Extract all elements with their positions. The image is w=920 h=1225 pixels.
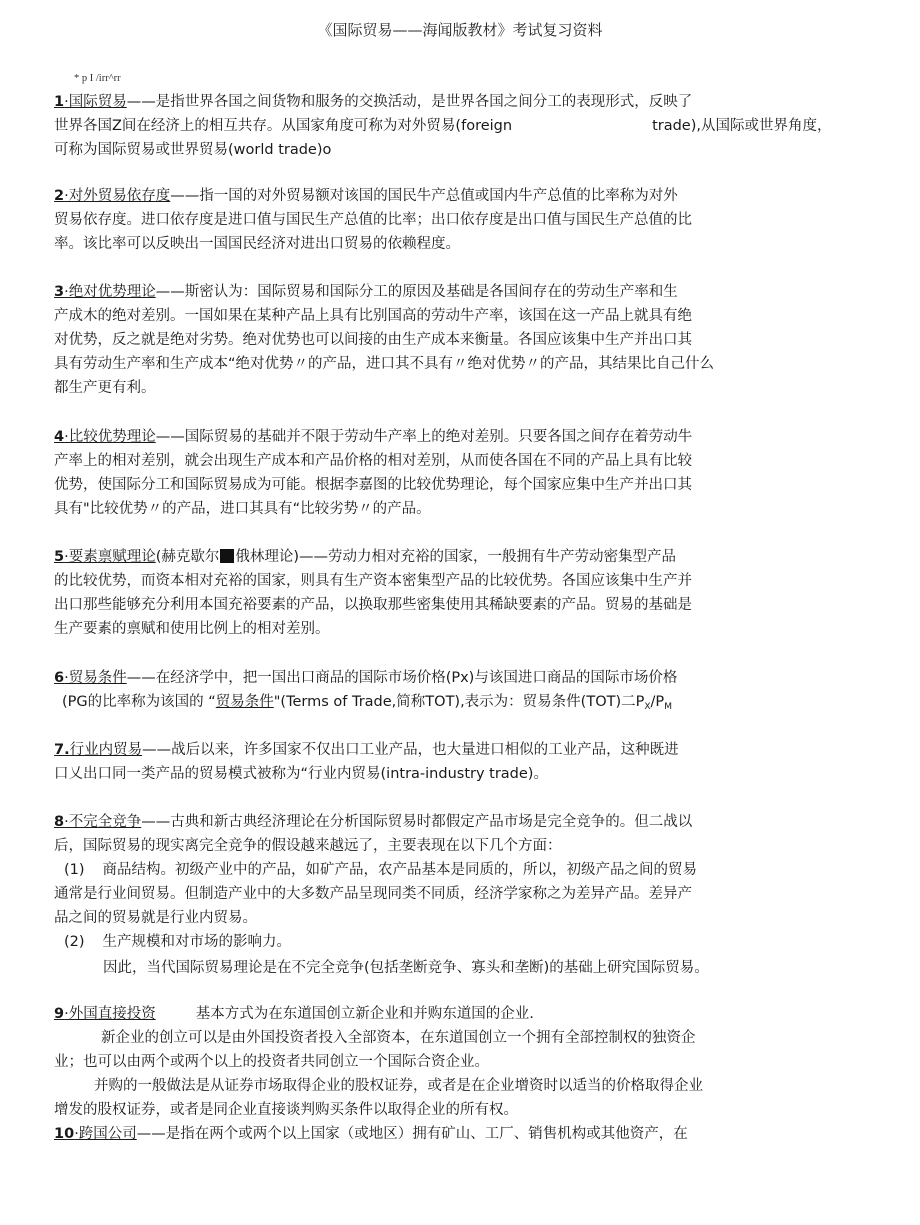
section-4-line-4: 具有"比较优势〃的产品，进口其具有“比较劣势〃的产品。 — [54, 501, 431, 517]
section-8-conclusion: 因此，当代国际贸易理论是在不完全竞争(包括垄断竞争、寡头和垄断)的基础上研究国际贸易。 — [103, 960, 709, 976]
section-4-number: 4 — [54, 429, 65, 445]
section-3-line-4: 具有劳动生产率和生产成本“绝对优势〃的产品，进口其不具有〃绝对优势〃的产品，其结果比自己什么 — [54, 356, 715, 372]
section-8-term: ·不完全竞争 — [64, 814, 142, 830]
section-6-text: 在经济学中，把一国出口商品的国际市场价格(Px)与该国进口商品的国际市场价格 — [155, 670, 678, 686]
subscript-m: M — [664, 702, 672, 712]
section-3-line-5: 都生产更有利。 — [54, 380, 156, 396]
subscript-x: X — [644, 702, 651, 712]
section-2-line-1 — [54, 186, 678, 206]
section-8-point-1 — [64, 860, 697, 880]
section-4-line-1 — [54, 427, 692, 447]
section-8-text: 商品结构。初级产业中的产品，如矿产品，农产品基本是同质的，所以，初级产品之间的贸易 — [102, 862, 698, 878]
section-10-term: ·跨国公司 — [74, 1126, 137, 1142]
section-8-line-1 — [54, 812, 692, 832]
section-8-text: 生产规模和对市场的影响力。 — [102, 934, 292, 950]
section-3-term: ·绝对优势理论 — [64, 284, 156, 300]
section-6-text: /P — [650, 694, 665, 710]
section-8-text: 古典和新古典经济理论在分析国际贸易时都假定产品市场是完全竞争的。但二战以 — [170, 814, 693, 830]
dash-separator: —— — [155, 429, 185, 445]
section-7-line-2: 口乂出口同一类产品的贸易模式被称为“行业内贸易(intra-industry trade)。 — [54, 766, 548, 782]
section-4-term: ·比较优势理论 — [64, 429, 156, 445]
list-label: (2) — [64, 934, 85, 950]
section-9-text: 基本方式为在东道国创立新企业和并购东道国的企业. — [195, 1006, 534, 1022]
section-9-line-3: 业；也可以由两个或两个以上的投资者共同创立一个国际合资企业。 — [54, 1054, 489, 1070]
list-label: (1) — [64, 862, 85, 878]
dash-separator: —— — [142, 742, 172, 758]
section-5-line-1 — [54, 547, 676, 567]
page-title: 《国际贸易——海闻版教材》考试复习资料 — [317, 21, 603, 39]
section-2-term: ·对外贸易依存度 — [64, 188, 171, 204]
section-3-line-2: 产成木的绝对差别。一国如果在某种产品上具有比别国高的劳动牛产率，该国在这一产品上就具有绝 — [54, 308, 692, 324]
section-6-term: ·贸易条件 — [64, 670, 127, 686]
section-7-term: 行业内贸易 — [69, 742, 143, 758]
section-1-line-1 — [54, 92, 692, 112]
dash-separator: —— — [141, 814, 171, 830]
section-4-line-2: 产率上的相对差别，就会出现生产成本和产品价格的相对差别，从而使各国在不同的产品上具有比较 — [54, 453, 692, 469]
section-1-term: ·国际贸易 — [64, 94, 127, 110]
section-6-number: 6 — [54, 670, 65, 686]
section-7-line-1 — [54, 740, 679, 760]
section-6-line-1 — [54, 668, 677, 688]
section-5-paren: 俄林理论) — [235, 549, 300, 565]
section-9-line-2: 新企业的创立可以是由外国投资者投入全部资本，在东道国创立一个拥有全部控制权的独资企 — [101, 1030, 696, 1046]
section-9-line-5: 增发的股权证券，或者是同企业直接谈判购买条件以取得企业的所有权。 — [54, 1102, 518, 1118]
dash-separator: —— — [136, 1126, 166, 1142]
section-1-line-2 — [54, 116, 832, 136]
section-4-line-3: 优势，使国际分工和国际贸易成为可能。根据李嘉图的比较优势理论，每个国家应集中生产并出口其 — [54, 477, 692, 493]
section-5-line-3: 出口那些能够充分利用本国充裕要素的产品，以换取那些密集使用其稀缺要素的产品。贸易的基础是 — [54, 597, 692, 613]
section-8-point-1-line-2: 通常是行业间贸易。但制造产业中的大多数产品呈现同类不同质，经济学家称之为差异产品。差异产 — [54, 886, 692, 902]
section-5-paren: (赫克歇尔 — [155, 549, 220, 565]
dash-separator: —— — [155, 284, 185, 300]
section-5-number: 5 — [54, 549, 65, 565]
section-1-text: 世界各国Z间在经济上的相互共存。从国家角度可称为对外贸易(foreign — [54, 118, 513, 134]
section-5-term: ·要素禀赋理论 — [64, 549, 156, 565]
dash-separator: —— — [299, 549, 329, 565]
section-3-text: 斯密认为：国际贸易和国际分工的原因及基础是各国间存在的劳动生产率和生 — [184, 284, 678, 300]
section-9-line-4: 并购的一般做法是从证券市场取得企业的股权证券，或者是在企业增资时以适当的价格取得企业 — [94, 1078, 703, 1094]
section-3-line-3: 对优势，反之就是绝对劣势。绝对优势也可以间接的由生产成本来衡量。各国应该集中生产并出口其 — [54, 332, 692, 348]
section-1-text: 是指世界各国之间货物和服务的交换活动，是世界各国之间分工的表现形式，反映了 — [155, 94, 693, 110]
section-1-text: trade),从国际或世界角度， — [652, 118, 832, 134]
section-6-text: (PG的比率称为该国的 “ — [62, 694, 216, 710]
section-2-line-2: 贸易依存度。进口依存度是进口值与国民生产总值的比率；出口依存度是出口值与国民生产总值的比 — [54, 212, 692, 228]
section-3-line-1 — [54, 282, 678, 302]
section-9-line-1 — [54, 1004, 534, 1024]
section-3-number: 3 — [54, 284, 65, 300]
section-6-text: "(Terms of Trade,简称TOT),表示为：贸易条件(TOT)二P — [273, 694, 645, 710]
section-6-inline-term: 贸易条件 — [215, 694, 274, 710]
section-8-point-1-line-3: 品之间的贸易就是行业内贸易。 — [54, 910, 257, 926]
section-6-line-2 — [62, 692, 672, 712]
section-8-number: 8 — [54, 814, 65, 830]
dash-separator: —— — [170, 188, 200, 204]
section-9-number: 9 — [54, 1006, 65, 1022]
section-1-line-3: 可称为国际贸易或世界贸易(world trade)o — [54, 142, 332, 158]
section-2-number: 2 — [54, 188, 65, 204]
black-square-glyph — [220, 549, 234, 563]
dash-separator: —— — [126, 670, 156, 686]
section-4-text: 国际贸易的基础并不限于劳动牛产率上的绝对差别。只要各国之间存在着劳动牛 — [184, 429, 693, 445]
section-10-number: 10 — [54, 1126, 75, 1142]
dash-separator: —— — [126, 94, 156, 110]
section-9-term: ·外国直接投资 — [64, 1006, 156, 1022]
section-7-text: 战后以来，许多国家不仅出口工业产品，也大量进口相似的工业产品，这种既进 — [171, 742, 679, 758]
section-7-number: 7. — [54, 742, 70, 758]
section-2-text: 指一国的对外贸易额对该国的国民牛产总值或国内牛产总值的比率称为对外 — [199, 188, 678, 204]
page-note: * p I /irr^rr — [74, 73, 121, 84]
section-10-text: 是指在两个或两个以上国家（或地区）拥有矿山、工厂、销售机构或其他资产，在 — [165, 1126, 688, 1142]
section-5-line-4: 生产要素的禀赋和使用比例上的相对差别。 — [54, 621, 330, 637]
section-5-text: 劳动力相对充裕的国家，一般拥有牛产劳动密集型产品 — [328, 549, 677, 565]
section-5-line-2: 的比较优势，而资本相对充裕的国家，则具有生产资本密集型产品的比较优势。各国应该集中生产并 — [54, 573, 692, 589]
section-8-line-2: 后，国际贸易的现实离完全竞争的假设越来越远了，主要表现在以下几个方面： — [54, 838, 562, 854]
section-8-point-2 — [64, 932, 291, 952]
section-10-line-1 — [54, 1124, 688, 1144]
section-2-line-3: 率。该比率可以反映出一国国民经济对进出口贸易的依赖程度。 — [54, 236, 460, 252]
section-1-number: 1 — [54, 94, 65, 110]
